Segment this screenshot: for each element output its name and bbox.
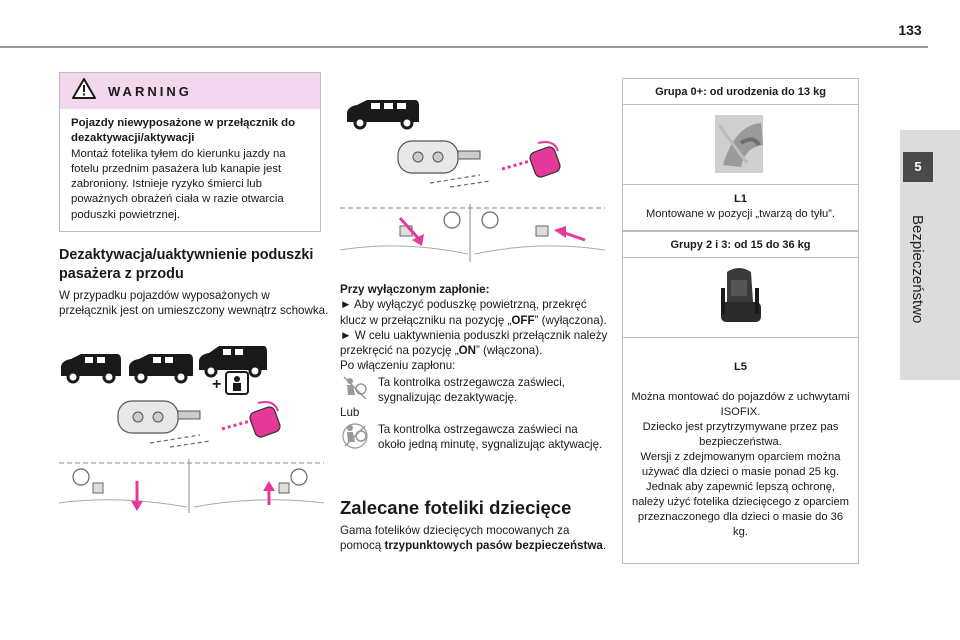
key-switch-illustration xyxy=(110,395,290,460)
warning-header xyxy=(60,73,320,109)
child-seat-card-l5 xyxy=(622,231,859,564)
step-on: ► W celu uaktywnienia poduszki przełącznik należy przekręcić na pozycję „ON” (włączona). xyxy=(340,328,608,358)
instructions-lead: Przy wyłączonym zapłonie: xyxy=(340,283,490,296)
warning-bold-text: Pojazdy niewyposażone w przełącznik do dezaktywacji/aktywacji xyxy=(71,117,296,145)
seat-code: L5 xyxy=(733,361,748,373)
section-heading: Dezaktywacja/uaktywnienie poduszki pasażera z przodu xyxy=(59,247,314,282)
seat-description: Można montować do pojazdów z uchwytami ISOFIX. Dziecko jest przytrzymywane przez pas bezpieczeństwa. Wersji z zdejmowanym oparciem można używać dla dzieci o masie ponad 25 kg. Jednak aby zapewnić lepszą ochronę, należy użyć fotelika dziecięcego z oparciem przeznaczonego dla dzieci o masie do 36 kg. xyxy=(631,391,850,538)
seat-description: Montowane w pozycji „twarzą do tyłu”. xyxy=(645,208,836,220)
key-switch-illustration-2 xyxy=(390,135,570,200)
lamp-on-text: Ta kontrolka ostrzegawcza zaświeci na około jedną minutę, sygnalizując aktywację. xyxy=(378,422,603,451)
dashboard-glovebox-illustration-2 xyxy=(340,200,605,267)
dashboard-glovebox-illustration xyxy=(59,455,324,518)
lamp-on-row xyxy=(340,422,608,453)
child-seats-heading: Zalecane foteliki dziecięce xyxy=(340,497,572,518)
card-header: Grupa 0+: od urodzenia do 13 kg xyxy=(623,79,858,105)
lamp-off-row xyxy=(340,375,608,406)
airbag-off-lamp-icon xyxy=(340,375,378,405)
page-number: 133 xyxy=(898,22,922,38)
chapter-number[interactable]: 5 xyxy=(903,152,933,182)
chapter-label: Bezpieczeństwo xyxy=(909,215,926,324)
child-seat-card-l1 xyxy=(622,78,859,231)
seat-code: L1 xyxy=(733,193,748,205)
booster-seat-image xyxy=(623,258,858,338)
header-rule xyxy=(0,46,928,48)
or-text: Lub xyxy=(340,406,360,420)
lamp-off-text: Ta kontrolka ostrzegawcza zaświeci, sygnalizując dezaktywację. xyxy=(378,375,565,405)
airbag-instructions xyxy=(340,282,608,452)
rear-facing-seat-image xyxy=(623,105,858,185)
warning-body xyxy=(60,109,320,223)
warning-triangle-icon xyxy=(72,78,96,104)
after-ignition-text: Po włączeniu zapłonu: xyxy=(340,359,456,373)
card-body xyxy=(623,185,858,230)
card-header: Grupy 2 i 3: od 15 do 36 kg xyxy=(623,232,858,258)
van-illustration xyxy=(345,98,421,135)
card-body xyxy=(623,338,858,563)
airbag-on-lamp-icon xyxy=(340,422,378,452)
warning-box xyxy=(59,72,321,232)
svg-text:+: + xyxy=(212,376,222,393)
child-seats-intro: Gama fotelików dziecięcych mocowanych za pomocą trzypunktowych pasów bezpieczeństwa. xyxy=(340,524,607,553)
step-off: ► Aby wyłączyć poduszkę powietrzną, przekręć klucz w przełączniku na pozycję „OFF” (wyłączona). xyxy=(340,298,607,327)
warning-title: WARNING xyxy=(108,83,192,99)
warning-text: Montaż fotelika tyłem do kierunku jazdy na fotelu przednim pasażera lub kanapie jest zabroniony. Istnieje ryzyko śmierci lub poważnych obrażeń ciała w razie otwarcia poduszki powietrznej. xyxy=(71,147,286,221)
section-paragraph: W przypadku pojazdów wyposażonych w przełącznik jest on umieszczony wewnątrz schowka. xyxy=(59,289,329,318)
